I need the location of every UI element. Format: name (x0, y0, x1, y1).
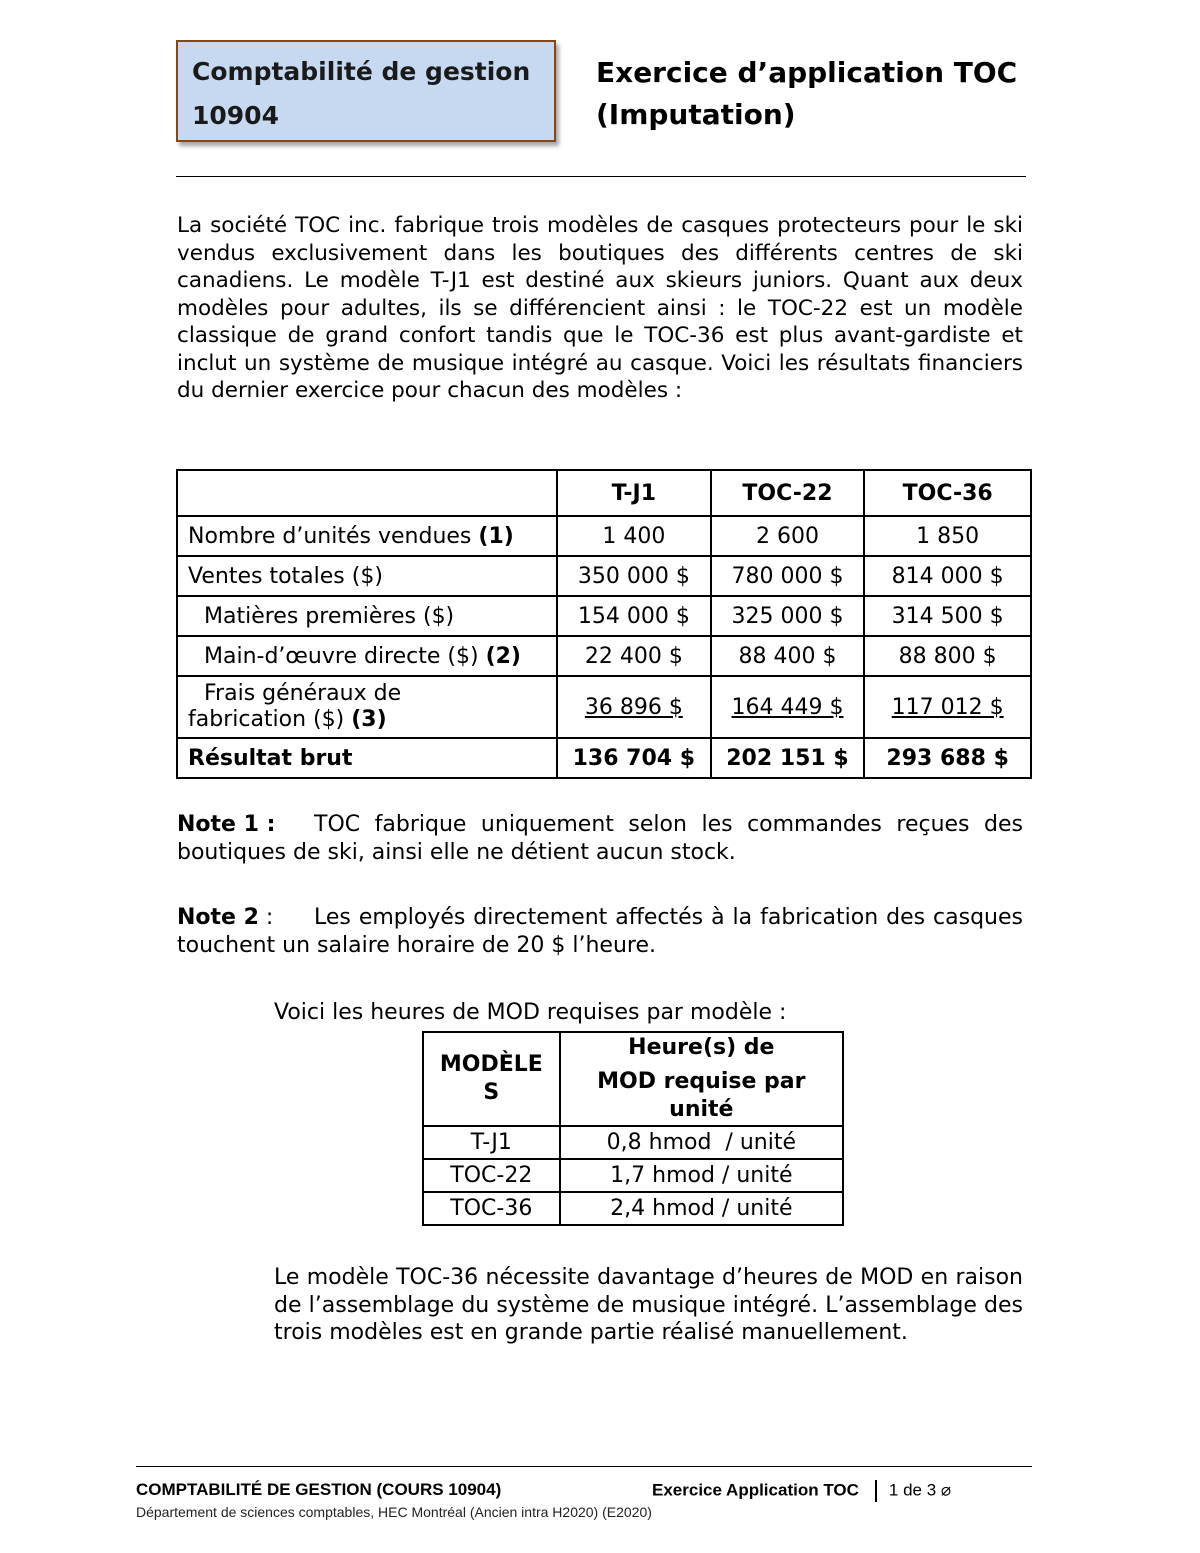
mod-intro: Voici les heures de MOD requises par modèle : (274, 1000, 787, 1025)
table-row (423, 1192, 843, 1225)
note-1 (177, 811, 1023, 866)
note-1-label: Note 1 : (177, 812, 276, 837)
table-row (177, 556, 1031, 596)
footer-exercise: Exercice Application TOC (652, 1480, 859, 1500)
table-cell: T-J1 (423, 1126, 560, 1159)
page-number: 1 de 3 (888, 1480, 937, 1500)
results-header-empty (177, 470, 557, 516)
table-row (423, 1126, 843, 1159)
results-table (176, 469, 1032, 779)
title-line-1: Exercice d’application TOC (596, 56, 1018, 89)
column-header: TOC-36 (864, 470, 1031, 516)
row-label: Main-d’œuvre directe ($) (2) (177, 636, 557, 676)
row-label: Ventes totales ($) (177, 556, 557, 596)
page-mark-icon: ⌀ (940, 1480, 952, 1500)
footer-divider (875, 1480, 877, 1502)
header-rule (176, 176, 1026, 177)
table-cell: 164 449 $ (711, 676, 865, 738)
table-cell: 814 000 $ (864, 556, 1031, 596)
column-header: T-J1 (557, 470, 711, 516)
table-cell: 22 400 $ (557, 636, 711, 676)
mod-hours-table (422, 1031, 844, 1226)
row-label: Matières premières ($) (177, 596, 557, 636)
table-cell: 88 800 $ (864, 636, 1031, 676)
table-row (177, 636, 1031, 676)
note-2-text: Les employés directement affectés à la fabrication des casques touchent un salaire horaire de 20 $ l’heure. (177, 905, 1023, 958)
table-row (177, 516, 1031, 556)
table-row (177, 596, 1031, 636)
table-cell: 314 500 $ (864, 596, 1031, 636)
title-line-2: (Imputation) (596, 98, 796, 131)
table-cell: 88 400 $ (711, 636, 865, 676)
table-cell: 136 704 $ (557, 738, 711, 778)
table-cell: 1,7 hmod / unité (560, 1159, 843, 1192)
footer-rule (136, 1466, 1032, 1467)
mod-header-row (423, 1032, 843, 1126)
table-cell: 154 000 $ (557, 596, 711, 636)
column-header: MODÈLE S (423, 1032, 560, 1126)
table-cell: 780 000 $ (711, 556, 865, 596)
row-label: Frais généraux de fabrication ($) (3) (177, 676, 557, 738)
table-cell: 350 000 $ (557, 556, 711, 596)
document-title (596, 52, 1026, 136)
table-cell: 36 896 $ (557, 676, 711, 738)
note-2: Note 2 : Les employés directement affectés à la fabrication des casques touchent un salaire horaire de 20 $ l’heure. (177, 905, 1023, 958)
table-cell: TOC-36 (423, 1192, 560, 1225)
course-box (176, 40, 556, 142)
table-cell: 202 151 $ (711, 738, 865, 778)
course-name: Comptabilité de gestion (192, 57, 531, 86)
footer-course: COMPTABILITÉ DE GESTION (COURS 10904) (136, 1480, 502, 1499)
table-row (177, 676, 1031, 738)
row-label: Résultat brut (177, 738, 557, 778)
footer-department: Département de sciences comptables, HEC Montréal (Ancien intra H2020) (E2020) (136, 1504, 652, 1520)
closing-paragraph: Le modèle TOC-36 nécessite davantage d’heures de MOD en raison de l’assemblage du système de musique intégré. L’assemblage des trois modèles est en grande partie réalisé manuellement. (274, 1265, 1023, 1345)
intro-paragraph: La société TOC inc. fabrique trois modèles de casques protecteurs pour le ski vendus exclusivement dans les boutiques des différents centres de ski canadiens. Le modèle T-J1 est destiné aux skieurs juniors. Quant aux deux modèles pour adultes, ils se différencient ainsi : le TOC-22 est un modèle classique de grand confort tandis que le TOC-36 est plus avant-gardiste et inclut un système de musique intégré au casque. Voici les résultats financiers du dernier exercice pour chacun des modèles : (177, 213, 1023, 403)
course-number: 10904 (192, 101, 279, 130)
table-cell: 1 850 (864, 516, 1031, 556)
column-header: TOC-22 (711, 470, 865, 516)
column-header: Heure(s) de MOD requise par unité (560, 1032, 843, 1126)
table-cell: 1 400 (557, 516, 711, 556)
table-cell: 2 600 (711, 516, 865, 556)
results-header-row (177, 470, 1031, 516)
total-row (177, 738, 1031, 778)
footer (136, 1480, 1032, 1500)
table-cell: 117 012 $ (864, 676, 1031, 738)
table-cell: 0,8 hmod / unité (560, 1126, 843, 1159)
table-cell: 325 000 $ (711, 596, 865, 636)
table-row (423, 1159, 843, 1192)
row-label: Nombre d’unités vendues (1) (177, 516, 557, 556)
note-1-text: TOC fabrique uniquement selon les commandes reçues des boutiques de ski, ainsi elle ne détient aucun stock. (177, 812, 1023, 865)
note-2-label: Note 2 (177, 905, 259, 930)
table-cell: 293 688 $ (864, 738, 1031, 778)
table-cell: TOC-22 (423, 1159, 560, 1192)
table-cell: 2,4 hmod / unité (560, 1192, 843, 1225)
